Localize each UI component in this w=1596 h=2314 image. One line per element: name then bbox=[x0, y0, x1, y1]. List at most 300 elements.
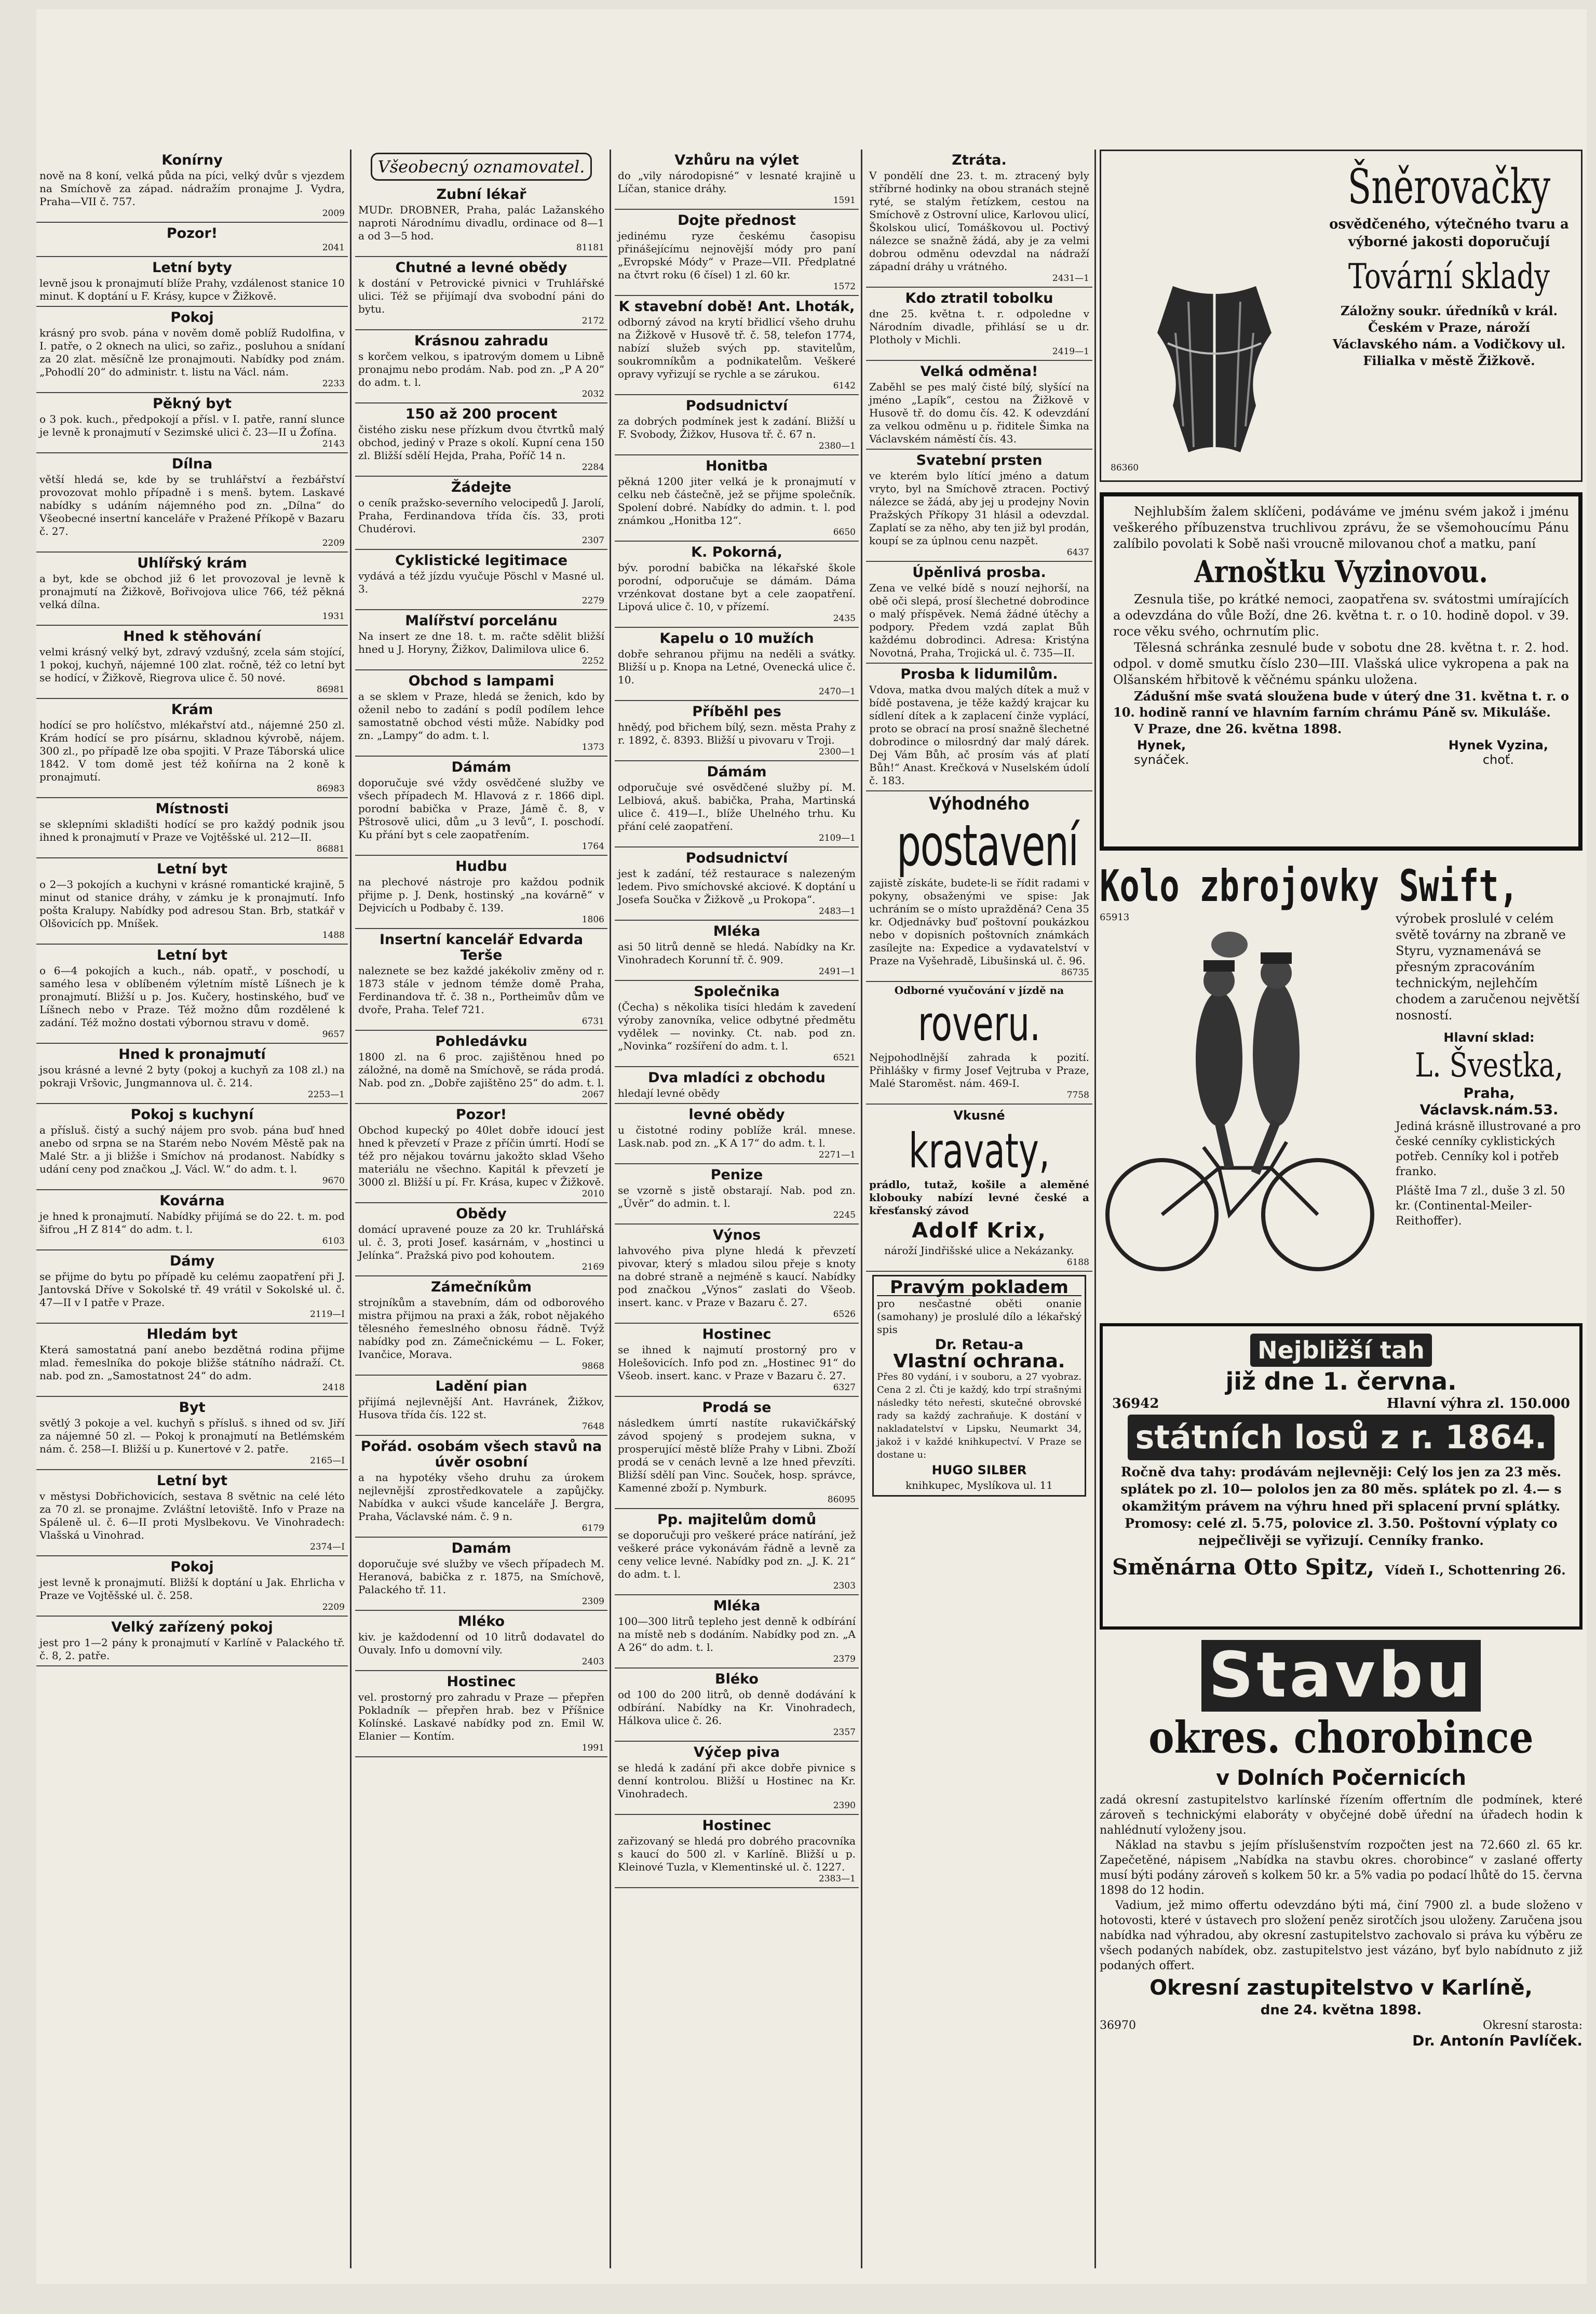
job-guide-code: 86735 bbox=[1061, 967, 1089, 978]
column-rule bbox=[610, 150, 611, 2268]
classified-ad-code: 6526 bbox=[833, 1309, 856, 1320]
classified-ad-code: 2390 bbox=[833, 1800, 856, 1811]
classified-ad-body: o ceník pražsko-severního velocipedů J. Jarolí, Praha, Ferdinandova třída čís. 33, proti Chudérovi. bbox=[358, 496, 604, 535]
classified-ad-title: Hned k pronajmutí bbox=[118, 1046, 266, 1062]
column-rule bbox=[1094, 150, 1096, 2268]
obituary-intro: Nejhlubším žalem sklíčeni, podáváme ve jménu svém jakož i jménu veškerého příbuzenstva truchlivou zprávu, že se všemohoucímu Pánu zalíbilo povolati k Sobě naši vroucně milovanou choť a matku, paní bbox=[1113, 504, 1569, 551]
classified-ad bbox=[615, 701, 859, 761]
classified-ad-title: Ladění pian bbox=[435, 1378, 528, 1394]
classified-ad-title: Pěkný byt bbox=[152, 396, 232, 412]
classified-ad-code: 86881 bbox=[316, 844, 345, 854]
classified-ad-title: Letní byt bbox=[156, 1473, 228, 1489]
tender-date: dne 24. května 1898. bbox=[1260, 2002, 1422, 2018]
classified-ad-title: Mléko bbox=[457, 1613, 505, 1630]
classified-ad-body: přijímá nejlevnější Ant. Havránek, Žižkov, Husova třída čís. 122 st. bbox=[358, 1395, 604, 1421]
classified-ad-code: 9670 bbox=[322, 1176, 345, 1186]
classified-ad bbox=[355, 330, 607, 403]
classified-ad-body: o 2—3 pokojích a kuchyni v krásné romantické krajině, 5 minut od stanice dráhy, v zámku je k pronajmutí. Info pošta Kralupy. Nabídky pod adresou Stan. Brb, statkář v Olšovicích pp. Mníšek. bbox=[39, 878, 345, 930]
classified-ad-code: 2271—1 bbox=[818, 1150, 856, 1160]
classified-ad bbox=[36, 1044, 348, 1104]
classified-ad bbox=[615, 981, 859, 1067]
classified-ad-body: odborný závod na krytí břidlicí všeho druhu na Žižkově v Husově tř. č. 58, telefon 1774, nabízí služeb svých pp. stavitelům, soukromníkům a podnikatelům. Veškeré opravy vyřizují se rychle a se zárukou. bbox=[618, 316, 856, 380]
classified-ad-code: 2307 bbox=[581, 535, 604, 546]
tender-code: 36970 bbox=[1100, 2019, 1136, 2032]
classified-ad-title: Místnosti bbox=[155, 801, 229, 817]
classified-ad-body: v městysi Dobřichovicích, sestava 8 světnic na celé léto za 70 zl. se pronajme. Zvláštní letoviště. Info v Praze na Spáleně ul. č. 6—II proti Myslbekovu. Ve Vinohradech: Vlašská u Vinohrad. bbox=[39, 1490, 345, 1541]
classified-ad-title: Dojte přednost bbox=[678, 212, 796, 228]
classified-ad-code: 2067 bbox=[581, 1089, 604, 1100]
classified-ad-body: krásný pro svob. pána v nověm domě poblíž Rudolfina, v I. patře, o 2 oknech na ulici, so zařiz., posluhou a snídaní za 20 zlat. měsíčně lze pronajmouti. Nabídky pod znám. „Pohodlí 20“ do administr. t. listu na Václ. nám. bbox=[39, 327, 345, 378]
classified-ad-body: jest k zadání, též restaurace s nalezeným ledem. Pivo smíchovské akciové. K doptání u Josefa Součka v Žižkově „u Prokopa“. bbox=[618, 867, 856, 906]
classified-ad-body: do „vily národopisné“ v lesnaté krajině u Líčan, stanice dráhy. bbox=[618, 169, 856, 195]
classified-ad bbox=[36, 945, 348, 1044]
obituary-signer-son: Hynek, bbox=[1137, 738, 1186, 752]
cycling-lessons-ad bbox=[866, 982, 1092, 1105]
classified-ad bbox=[866, 288, 1092, 361]
book-ad-seller: HUGO SILBER bbox=[931, 1463, 1027, 1477]
classified-ad bbox=[36, 1556, 348, 1617]
tender-body-1: zadá okresní zastupitelstvo karlínské řízením offertním dle podmínek, které zároveň s technickými elaboráty v obyčejné době úřední na úřadech hodin k nahlédnutí vyloženy jsou. bbox=[1100, 1794, 1583, 1837]
ties-merchant: Adolf Krix, bbox=[912, 1219, 1047, 1243]
classified-ad-title: K. Pokorná, bbox=[691, 544, 782, 560]
classified-ad-title: Hned k stěhování bbox=[123, 628, 261, 644]
classified-ad-title: Ztráta. bbox=[952, 152, 1007, 168]
classified-ad-body: s korčem velkou, s ipatrovým domem u Libně pronajmu nebo prodám. Nab. pod zn. „P A 20“ do adm. t. l. bbox=[358, 350, 604, 388]
job-guide-body: zajistě získáte, budete-li se řídit radami v pokyny, obsaženými ve spise: Jak uchráním se o místo upražděná? Cena 35 kr. Odjednávky buď poštovní poukázkou nebo v dopisních poštovních známkách zasílejte na: Expedice a vydavatelství v Praze na Vyšehradě, Libušinská ul. č. 96. bbox=[869, 877, 1089, 967]
classified-ad-title: Pozor! bbox=[166, 225, 218, 241]
obituary-body-1: Zesnula tiše, po krátké nemoci, zaopatřena sv. svátostmi umírajících a odevzdána do vůle Boží, dne 26. května t. r. o 10. hodině dopol. v 39. roce věku svého, ochrnutím plic. bbox=[1113, 592, 1569, 639]
classified-ad-code: 1764 bbox=[581, 841, 604, 852]
classified-ad-body: kiv. je každodenní od 10 litrů dodavatel do Ouvaly. Info u domovní vily. bbox=[358, 1631, 604, 1656]
classified-ad-code: 2032 bbox=[581, 389, 604, 399]
lottery-bank-address: Vídeň I., Schottenring 26. bbox=[1385, 1563, 1566, 1578]
classified-ad-code: 2119—I bbox=[310, 1309, 345, 1320]
classified-ad-body: větší hledá se, kde by se truhlářství a řezbářství provozovat mohlo případně i s menš. bytem. Laskavé nabídky s udáním nájemného pod zn. „Dílna“ do Všeobecné insertní kanceláře v Pražené Příkopě v Bazaru č. 27. bbox=[39, 473, 345, 537]
classified-ad bbox=[36, 1324, 348, 1397]
classified-ad-code: 6327 bbox=[833, 1382, 856, 1393]
obituary-signer-husband-role: choť. bbox=[1482, 752, 1514, 767]
classified-ad bbox=[355, 1104, 607, 1203]
swift-store-address: Václavsk.nám.53. bbox=[1419, 1102, 1559, 1118]
lottery-bank: Směnárna Otto Spitz, bbox=[1112, 1554, 1375, 1580]
tender-subtitle: okres. chorobince bbox=[1148, 1712, 1534, 1763]
swift-illustration bbox=[1100, 911, 1390, 1289]
classified-ad-title: Pohledávku bbox=[435, 1033, 528, 1050]
swift-prices: Pláště Ima 7 zl., duše 3 zl. 50 kr. (Continental-Meiler-Reithoffer). bbox=[1396, 1185, 1565, 1228]
tandem-bicycle-icon bbox=[1100, 924, 1380, 1287]
classified-ad-title: Pp. majitelům domů bbox=[657, 1512, 817, 1528]
classified-ad bbox=[36, 150, 348, 223]
classified-ad bbox=[615, 1397, 859, 1509]
classified-ad bbox=[355, 257, 607, 330]
classified-ad-title: Svatební prsten bbox=[916, 452, 1043, 468]
swift-title: Kolo zbrojovky Swift, bbox=[1100, 860, 1519, 911]
classified-ad-body: na plechové nástroje pro každou podnik přijme p. J. Denk, hostinský „na kovárně“ v Dejvicích u Podbaby č. 139. bbox=[358, 876, 604, 914]
lottery-prize-row bbox=[1112, 1396, 1570, 1411]
classified-ad-code: 2303 bbox=[833, 1581, 856, 1591]
classified-ad-title: Pokoj bbox=[170, 1559, 214, 1575]
classified-ad-code: 1991 bbox=[581, 1743, 604, 1753]
corset-shop: Tovární sklady bbox=[1348, 257, 1550, 297]
classified-ad bbox=[36, 858, 348, 945]
classified-ad-code: 2435 bbox=[833, 613, 856, 624]
classified-ad-code: 6142 bbox=[833, 381, 856, 391]
classified-ad-code: 1572 bbox=[833, 281, 856, 292]
classified-ad-code: 2253—1 bbox=[307, 1089, 345, 1100]
tender-issuer: Okresní zastupitelstvo v Karlíně, bbox=[1149, 1976, 1533, 2000]
classified-ad-title: Úpěnlivá prosba. bbox=[912, 564, 1046, 581]
display-ads-column bbox=[1100, 150, 1583, 2268]
classified-ad-body: 100—300 litrů tepleho jest denně k odbírání na místě neb s dodáním. Nabídky pod zn. „A A 26“ do adm. t. l. bbox=[618, 1615, 856, 1653]
classified-ad-code: 1488 bbox=[322, 930, 345, 940]
classified-ad-code: 2233 bbox=[322, 379, 345, 389]
classified-ad-title: Krám bbox=[171, 702, 213, 718]
classified-ad bbox=[615, 210, 859, 296]
ties-code: 6188 bbox=[1066, 1257, 1089, 1268]
classified-ad-code: 7648 bbox=[581, 1421, 604, 1432]
classified-ad bbox=[355, 1611, 607, 1671]
classified-ad bbox=[355, 184, 607, 257]
classified-ad-title: Byt bbox=[179, 1400, 206, 1416]
classified-ad bbox=[615, 628, 859, 701]
classified-ad bbox=[355, 670, 607, 757]
classified-column-3 bbox=[615, 150, 859, 2268]
classified-ad-title: Podsudnictví bbox=[685, 850, 788, 866]
classified-ad bbox=[36, 1250, 348, 1324]
classified-ad-title: Hostinec bbox=[447, 1674, 516, 1690]
classified-ad-title: 150 až 200 procent bbox=[405, 406, 558, 422]
classified-ad-code: 2309 bbox=[581, 1596, 604, 1607]
classified-ad bbox=[615, 761, 859, 847]
classified-ad-title: Dílna bbox=[171, 456, 213, 472]
classified-ad-body: Která samostatná paní anebo bezdětná rodina přijme mlad. řemeslníka do pokoje bližše státního nádraží. Ct. nab. pod zn. „Samostatnost 24“ do adm. bbox=[39, 1343, 345, 1382]
lottery-heading bbox=[1112, 1334, 1570, 1367]
classified-ad bbox=[615, 1067, 859, 1104]
classified-ad bbox=[355, 757, 607, 856]
classified-ad bbox=[615, 150, 859, 210]
tender-place: v Dolních Počernicích bbox=[1216, 1766, 1466, 1790]
classified-ad bbox=[615, 1669, 859, 1742]
classified-ad-title: Zámečníkům bbox=[430, 1279, 532, 1295]
classified-ad-code: 6437 bbox=[1066, 547, 1089, 558]
classified-ad-code: 2209 bbox=[322, 1602, 345, 1612]
classified-ad-title: Obchod s lampami bbox=[408, 673, 554, 689]
classified-ad-body: domácí upravené pouze za 20 kr. Truhlářská ul. č. 3, proti Josef. kasárnám, v „hostinci u Jelínka“. Pražská pivo pod kohoutem. bbox=[358, 1223, 604, 1261]
classified-ad-body: Obchod kupecký po 40let dobře idoucí jest hned k převzetí v Praze z příčin úmrtí. Hodí se též pro nějakou továrnu jakožto sklad Všeho materiálu ne všechno. Kapitál k převzetí je 3000 zl. Bližší u pí. Fr. Krása, kupec v Žižkově. bbox=[358, 1124, 604, 1188]
classified-ad-title: Hostinec bbox=[702, 1818, 772, 1834]
classified-ad bbox=[355, 477, 607, 550]
classified-ad-title: Prodá se bbox=[702, 1400, 772, 1416]
classified-ad-body: u čistotné rodiny poblíže král. mnese. Lask.nab. pod zn. „K A 17“ do adm. t. l. bbox=[618, 1124, 856, 1149]
classified-ad-body: hnědý, pod břichem bílý, sezn. města Prahy z r. 1892, č. 8393. Bližší u pivovaru v Troji. bbox=[618, 721, 856, 746]
book-ad-book: Vlastní ochrana. bbox=[893, 1351, 1065, 1372]
classified-ad-code: 2009 bbox=[322, 208, 345, 219]
classified-ad-body: (Čecha) s několika tisíci hledám k zavedení výroby zanovníka, velice odbytné předmětu vydělek — novinky. Ct. nab. pod zn. „Novinka“ rozšíření do adm. t. l. bbox=[618, 1001, 856, 1052]
classified-ad-title: Mléka bbox=[713, 923, 761, 939]
classified-ad-body: jedinému ryze českému časopisu přinášejícímu nejnovější módy pro paní „Evropské Módy“ v Praze—VII. Předplatné na čtvrt roku (6 čísel) 1 zl. 60 kr. bbox=[618, 230, 856, 281]
classified-ad-body: vel. prostorný pro zahradu v Praze — přepřen Pokladník — přepřen hrab. bez v Příšnice Kolínské. Laskavé nabídky pod zn. Emil W. Elanier — Kontím. bbox=[358, 1691, 604, 1742]
corset-details: Záložny soukr. úředníků v král. Českém v Praze, nároží Václavského nám. a Vodičkovy ul. Filialka v městě Žižkově. bbox=[1332, 303, 1566, 368]
classified-ad-title: Letní byt bbox=[156, 947, 228, 963]
classified-ad-title: Insertní kancelář Edvarda Terše bbox=[379, 932, 584, 963]
classified-ad bbox=[866, 150, 1092, 288]
classified-ad-body: o 6—4 pokojích a kuch., náb. opatř., v poschodí, u samého lesa v oblíbeném výletním místě Líšnech je k pronajmutí. Bližší u p. Jos. Kučery, hostinského, buď ve Líšnech nebo v Praze. Též možno dům rozdělené k zadání. Též možno dostati výbornou stravu v domě. bbox=[39, 964, 345, 1029]
classified-ad bbox=[355, 1671, 607, 1757]
classified-ad-title: Konírny bbox=[161, 152, 223, 168]
swift-text bbox=[1396, 911, 1583, 1289]
classified-ad-body: jsou krásné a levné 2 byty (pokoj a kuchyň za 108 zl.) na pokraji Vršovic, Jungmannova ul. č. 214. bbox=[39, 1064, 345, 1089]
classified-ad bbox=[36, 553, 348, 626]
classified-ad-title: Dámy bbox=[169, 1253, 215, 1269]
classified-ad-body: Zaběhl se pes malý čisté bílý, slyšící na jméno „Lapík“, cestou na Žižkově v Husově tř. do domu čís. 42. K odevzdání za velkou odměnu u p. řiditele Šimka na Václavském náměstí čís. 43. bbox=[869, 381, 1089, 445]
classified-ad bbox=[615, 296, 859, 395]
obituary-signer-son-role: synáček. bbox=[1134, 752, 1189, 767]
classified-ad-title: Mléka bbox=[713, 1598, 761, 1614]
classified-ad bbox=[615, 395, 859, 455]
classified-ad bbox=[355, 1276, 607, 1376]
classified-ad bbox=[36, 307, 348, 393]
job-guide-heading: Výhodného bbox=[929, 793, 1030, 814]
classified-ad bbox=[866, 361, 1092, 450]
obituary-notice bbox=[1100, 492, 1583, 851]
classified-ad-body: býv. porodní babička na lékařské škole porodní, odporučuje se dámám. Dáma vrzénkovat dostane byt a cele zaopatření. Lipová ulice č. 10, v přízemí. bbox=[618, 561, 856, 613]
classified-ad bbox=[615, 1164, 859, 1225]
classified-ad bbox=[355, 929, 607, 1031]
classified-ad-title: Pozor! bbox=[455, 1107, 507, 1123]
obituary-signer-husband: Hynek Vyzina, bbox=[1448, 738, 1548, 752]
classified-ad-code: 2483—1 bbox=[818, 906, 856, 917]
classified-ad bbox=[36, 257, 348, 307]
obituary-body-3: Zádušní mše svatá sloužena bude v úterý dne 31. května t. r. o 10. hodině ranní ve hlavním farním chrámu Páně sv. Mikuláše. bbox=[1113, 689, 1569, 720]
classified-ad-code: 2419—1 bbox=[1052, 346, 1089, 357]
classified-ad-body: naleznete se bez každé jakékoliv změny od r. 1873 stále v jednom témže domě Praha, Ferdinandova tř. č. 38 n., Portheimův dům ve dvoře, Praha. Telef 721. bbox=[358, 964, 604, 1016]
classified-ad-title: Honitba bbox=[705, 458, 768, 474]
classified-ad-title: Hostinec bbox=[702, 1326, 772, 1342]
classified-ad-code: 6650 bbox=[833, 527, 856, 537]
classified-ad-body: dne 25. května t. r. odpoledne v Národním divadle, přihlásí se u dr. Plotholy v Michli. bbox=[869, 307, 1089, 346]
classified-ad-body: Na insert ze dne 18. t. m. račte sdělit bližší hned u J. Horyny, Žižkov, Dalimilova ulice 6. bbox=[358, 630, 604, 655]
classified-ad-body: hledají levné obědy bbox=[618, 1087, 720, 1099]
classified-ad-body: dobře sehranou přijmu na neděli a svátky. Bližší u p. Knopa na Letné, Ovenecká ulice č. 10. bbox=[618, 648, 856, 686]
obituary-place-date: V Praze, dne 26. května 1898. bbox=[1134, 721, 1342, 736]
classified-ad-title: Letní byty bbox=[152, 260, 232, 276]
cycling-lessons-word: roveru. bbox=[917, 996, 1041, 1052]
classified-ad-code: 2109—1 bbox=[818, 833, 856, 843]
classified-ad-title: Kovárna bbox=[159, 1193, 225, 1209]
classified-ad bbox=[355, 403, 607, 477]
obituary-body-2: Tělesná schránka zesnulé bude v sobotu dne 28. května t. r. 2. hod. odpol. v domě smutku číslo 230—III. Vlašská ulice vykropena a pak na Olšanském hřbitově k věčnému spánku uložena. bbox=[1113, 640, 1569, 687]
classified-ad-code: 6103 bbox=[322, 1236, 345, 1246]
classified-ad bbox=[36, 1470, 348, 1556]
classified-ad-body: levně jsou k pronajmutí blíže Prahy, vzdálenost stanice 10 minut. K doptání u F. Krásy, kupce v Žižkově. bbox=[39, 277, 345, 302]
classified-ad-title: Výnos bbox=[712, 1227, 761, 1243]
classified-ad-body: nově na 8 koní, velká půda na píci, velký dvůr s vjezdem na Smíchově za západ. nádražím pronajme J. Vydra, Praha—VII č. 757. bbox=[39, 169, 345, 208]
classified-ad bbox=[615, 542, 859, 628]
swift-code: 65913 bbox=[1100, 912, 1130, 923]
classified-ad-body: a přísluš. čistý a suchý nájem pro svob. pána buď hned anebo od srpna se na Starém nebo Novém Městě pak na Malé Str. a ji bližše i Smíchov ná prodanost. Nabídky s udání ceny pod značkou „J. Václ. W.“ do adm. t. l. bbox=[39, 1124, 345, 1175]
classified-ad-code: 2172 bbox=[581, 316, 604, 326]
classified-ad-body: čistého zisku nese přízkum dvou čtvrtků malý obchod, jediný v Praze s okolí. Kupní cena 150 zl. Bližší sdělí Hejda, Praha, Poříč 14 n. bbox=[358, 423, 604, 462]
classified-ad-title: levné obědy bbox=[688, 1107, 785, 1123]
book-ad bbox=[872, 1275, 1086, 1497]
classified-ad bbox=[615, 1104, 859, 1164]
lottery-code: 36942 bbox=[1112, 1396, 1159, 1411]
classified-ad-body: se sklepními skladišti hodící se pro každý podnik jsou ihned k pronajmutí v Praze ve Vojtěšské ul. 212—II. bbox=[39, 818, 345, 843]
classified-ad-title: Malířství porcelánu bbox=[405, 613, 558, 629]
classified-ad-body: vydává a též jízdu vyučuje Pöschl v Masné ul. 3. bbox=[358, 570, 604, 595]
classified-ad-code: 2245 bbox=[833, 1210, 856, 1220]
lottery-title bbox=[1112, 1415, 1570, 1460]
classified-ad-body: 1800 zl. na 6 proc. zajištěnou hned po záložné, na domě na Smíchově, se ráda prodá. Nab. pod zn. „Dobře zajištěno 25“ do adm. t. l. bbox=[358, 1051, 604, 1089]
classified-ad-code: 2209 bbox=[322, 538, 345, 548]
newspaper-page bbox=[36, 9, 1587, 2284]
classified-ad-title: Chutné a levné obědy bbox=[395, 260, 567, 276]
classified-ad bbox=[866, 562, 1092, 664]
book-ad-seller-address: knihkupec, Myslíkova ul. 11 bbox=[905, 1479, 1053, 1491]
classified-ad-body: se ihned k najmutí prostorný pro v Holešovicích. Info pod zn. „Hostinec 91“ do Všeob. insert. kanc. v Praze v Bazaru č. 27. bbox=[618, 1343, 856, 1382]
classified-ad-code: 1806 bbox=[581, 914, 604, 925]
general-announcer-banner: Všeobecný oznamovatel. bbox=[371, 153, 592, 181]
classified-ad-body: odporučuje své osvědčené služby pí. M. Lelbiová, akuš. babička, Praha, Martinská ulice č. 419—I., blíže Uhelného trhu. Ku přání celé zaopatření. bbox=[618, 781, 856, 832]
classified-ad-title: Příběhl pes bbox=[692, 704, 781, 720]
classified-ad-title: Velký zařízený pokoj bbox=[111, 1619, 273, 1635]
swift-store-name: L. Švestka, bbox=[1415, 1046, 1563, 1085]
classified-ad-code: 2165—I bbox=[310, 1456, 345, 1466]
job-guide-word: postavení bbox=[897, 812, 1078, 879]
classified-ad-body: se hledá k zadání při akce dobře pivnice s denní kontrolou. Bližší u Hostinec na Kr. Vinohradech. bbox=[618, 1761, 856, 1800]
classified-ad-title: Společnika bbox=[694, 984, 780, 1000]
classified-ad-code: 1931 bbox=[322, 611, 345, 622]
classified-ad bbox=[36, 1104, 348, 1190]
cycling-lessons-lead: Odborné vyučování v jízdě na bbox=[894, 984, 1064, 997]
classified-ad-code: 9657 bbox=[322, 1029, 345, 1040]
classified-ad-code: 9868 bbox=[581, 1361, 604, 1371]
classified-ad-code: 2431—1 bbox=[1052, 273, 1089, 284]
classified-ad-body: od 100 do 200 litrů, ob denně dodávání k odbírání. Nabídky na Kr. Vinohradech, Hálkova ulice č. 26. bbox=[618, 1688, 856, 1727]
classified-ad-body: MUDr. DROBNER, Praha, palác Lažanského naproti Národnímu divadlu, ordinace od 8—1 a od 3—5 hod. bbox=[358, 204, 604, 242]
classified-ad-title: Výčep piva bbox=[694, 1744, 780, 1760]
lottery-main-prize: Hlavní výhra zl. 150.000 bbox=[1386, 1396, 1570, 1411]
classified-ad-title: Žádejte bbox=[451, 479, 511, 495]
classified-ad-body: jest levně k pronajmutí. Bližší k doptání u Jak. Ehrlicha v Praze ve Vojtěšské ul. č. 258. bbox=[39, 1576, 345, 1602]
classified-ad bbox=[615, 1324, 859, 1397]
classified-ad-body: následkem úmrtí nastíte rukavičkářský závod spojený s prodejem sukna, v prosperující městě blíže Prahy v Libni. Zboží prodá se v cenách levně a lze hned převzíti. Bližší sdělí pan Vinc. Souček, hosp. správce, Kamenné zboží p. Nymburk. bbox=[618, 1417, 856, 1494]
ties-body: prádlo, tutaž, košile a aleměné klobouky nabízí levné české a křesťanský závod bbox=[869, 1178, 1089, 1217]
classified-ad bbox=[36, 223, 348, 257]
classified-ad bbox=[615, 921, 859, 981]
job-guide-ad bbox=[866, 791, 1092, 982]
classified-ad-body: doporučuje své služby ve všech případech M. Heranová, babička z r. 1875, na Smíchově, Palackého tř. 11. bbox=[358, 1557, 604, 1596]
lottery-body: Ročně dva tahy: prodávám nejlevněji: Celý los jen za 23 měs. splátek po zl. 10— pololos jen za 80 měs. splátek po zl. 4.— s okamžitým právem na výhru hned při splacení první splátky. Promosy: celé zl. 5.75, polovice zl. 3.50. Poštovní výplaty co nejpečlivěji se vyřizují. Cenníky franko. bbox=[1120, 1464, 1562, 1548]
classified-ad-title: Letní byt bbox=[156, 861, 228, 877]
classified-ad bbox=[36, 453, 348, 553]
tender-body-3: Vadium, jež mimo offertu odevzdáno býti má, činí 7900 zl. a bude složeno v hotovosti, které v ústavech pro složení peněz sirotčích jsou uloženy. Zaručena jsou nabídka nad výhradou, aby okresní zastupitelstvo zachovalo si práva ku výběru ze všech podaných nabídek, obz. zastupitelstvo jest vázáno, byť bylo nabídnuto z již podaných offert. bbox=[1100, 1899, 1583, 1972]
classified-ad bbox=[355, 550, 607, 610]
book-ad-author: Dr. Retau-a bbox=[935, 1337, 1024, 1353]
classified-ad bbox=[615, 1509, 859, 1595]
classified-ad bbox=[355, 1538, 607, 1611]
classified-ad-body: jest pro 1—2 pány k pronajmutí v Karlíně v Palackého tř. č. 8, 2. patře. bbox=[39, 1636, 345, 1662]
classified-ad-title: Damám bbox=[451, 1540, 511, 1556]
classified-ad-body: za dobrých podmínek jest k zadání. Bližší u F. Svobody, Žižkov, Husova tř. č. 67 n. bbox=[618, 415, 856, 440]
classified-column-2 bbox=[355, 150, 607, 2268]
tender-body-2: Náklad na stavbu s jejím příslušenstvím rozpočten jest na 72.660 zl. 65 kr. Zapečetěné, nápisem „Nabídka na stavbu okres. chorobince“ v zaslané offerty musí býti podány zároveň s kolkem 50 kr. a 5% vadia po podací lhůtě do 15. června 1898 do 12 hodin. bbox=[1100, 1839, 1583, 1897]
classified-ad-body: doporučuje své vždy osvědčené služby ve všech případech M. Hlavová z r. 1866 dipl. porodní babička v Praze, Jámě č. 8, v Pštrosově ulici, dům „u 3 levů“, I. poschodí. Ku přání byt s cele zaopatřením. bbox=[358, 776, 604, 841]
corset-code: 86360 bbox=[1111, 463, 1139, 473]
classified-ad-code: 86983 bbox=[316, 784, 345, 794]
classified-ad-title: Krásnou zahradu bbox=[414, 333, 549, 349]
classified-ad-code: 2403 bbox=[581, 1657, 604, 1667]
classified-ad bbox=[615, 847, 859, 921]
column-rule bbox=[350, 150, 351, 2268]
book-ad-body: pro nesčastné oběti onanie (samohany) je proslulé dílo a lékařský spis bbox=[877, 1297, 1081, 1336]
classified-ad-code: 2380—1 bbox=[818, 441, 856, 451]
obituary-name: Arnoštku Vyzinovou. bbox=[1194, 554, 1488, 589]
classified-ad-code: 2279 bbox=[581, 596, 604, 606]
classified-ad bbox=[355, 1376, 607, 1436]
classified-ad-code: 6521 bbox=[833, 1053, 856, 1063]
classified-ad-title: Obědy bbox=[456, 1206, 507, 1222]
classified-ad-title: Uhlířský krám bbox=[137, 555, 247, 571]
classified-ad bbox=[355, 1436, 607, 1538]
classified-ad-body: zařizovaný se hledá pro dobrého pracovníka s kaucí do 500 zl. v Karlíně. Bližší u p. Kleinové Tuzla, v Klementinské ul. č. 1227. bbox=[618, 1835, 856, 1873]
classified-ad-body: asi 50 litrů denně se hledá. Nabídky na Kr. Vinohradech Korunní tř. č. 909. bbox=[618, 940, 856, 966]
corset-text bbox=[1327, 158, 1572, 473]
hospital-tender-notice bbox=[1100, 1640, 1583, 2049]
classified-ad-code: 2300—1 bbox=[818, 747, 856, 757]
swift-store-label: Hlavní sklad: bbox=[1443, 1030, 1535, 1045]
classified-ad-code: 2418 bbox=[322, 1382, 345, 1393]
classified-ad-title: Bléko bbox=[715, 1671, 759, 1687]
classified-ad-body: lahvového piva plyne hledá k převzetí pivovar, který s mladou silou přeje s knoty na dobré straně a nejméně s kaucí. Nabídky pod značkou „Výnos“ zaslati do Všeob. insert. kanc. v Praze v Bazaru č. 27. bbox=[618, 1244, 856, 1309]
classified-ad-code: 2491—1 bbox=[818, 966, 856, 977]
column-rule bbox=[861, 150, 862, 2268]
classified-ad-code: 2383—1 bbox=[818, 1874, 856, 1884]
cycling-lessons-code: 7758 bbox=[1066, 1090, 1089, 1100]
classified-ad-title: K stavební době! Ant. Lhoták, bbox=[618, 299, 855, 315]
classified-ad-title: Dámám bbox=[707, 764, 767, 780]
classified-ad-body: velmi krásný velký byt, zdravý vzdušný, zcela sám stojící, 1 pokoj, kuchyň, nájemné 100 zlat. ročně, též co letní byt se hodící, v Žižkově, Riegrova ulice č. 50 nové. bbox=[39, 645, 345, 684]
classified-ad bbox=[615, 1595, 859, 1669]
classified-ad bbox=[615, 455, 859, 542]
classified-ad-title: Podsudnictví bbox=[685, 398, 788, 414]
tender-starosta-label: Okresní starosta: bbox=[1482, 2019, 1583, 2032]
classified-ad-body: a byt, kde se obchod již 6 let provozoval je levně k pronajmutí na Žižkově, Bořivojova ulice 766, též pěkná velká dílna. bbox=[39, 572, 345, 611]
ties-ad bbox=[866, 1105, 1092, 1272]
classified-ad-title: Penize bbox=[710, 1167, 763, 1183]
classified-ad-body: Vdova, matka dvou malých dítek a muž v bídě postavena, je těže každý krajcar ku sídlení dítek a k zaplacení činže vyplácí, proto se obrací na prosí snažně šlechetné dobrodince o milosrdný dar malý dárek. Dej Vám Bůh, ač prosím vás ať platí Bůh!“ Anast. Krečková v Nuselském údolí č. 183. bbox=[869, 683, 1089, 787]
classified-ad-title: Cyklistické legitimace bbox=[395, 553, 568, 569]
classified-ad-body: o 3 pok. kuch., předpokojí a přísl. v I. patře, ranní slunce je levně k pronajmutí v Sezimské ulici č. 23—II u Žofína. bbox=[39, 413, 345, 438]
classified-ad-code: 2041 bbox=[322, 243, 345, 253]
classified-ad bbox=[615, 1742, 859, 1815]
lottery-next-draw: Nejbližší tah bbox=[1250, 1334, 1432, 1367]
classified-ad-code: 81181 bbox=[576, 243, 604, 253]
classified-ad bbox=[615, 1225, 859, 1324]
lottery-date: již dne 1. června. bbox=[1225, 1367, 1457, 1395]
classified-ad-title: Hledám byt bbox=[146, 1326, 238, 1342]
obituary-signatures bbox=[1113, 738, 1569, 767]
classified-ad bbox=[36, 1190, 348, 1250]
ties-address: nároží Jindřišské ulice a Nekázanky. bbox=[884, 1244, 1074, 1257]
classified-ad-title: Hudbu bbox=[455, 858, 507, 875]
classified-ad-body: k dostání v Petrovické pivnici v Truhlářské ulici. Též se přijímají dva svobodní páni do bytu. bbox=[358, 277, 604, 315]
classified-ad-code: 6731 bbox=[581, 1016, 604, 1027]
lottery-title-text: státních losů z r. 1864. bbox=[1128, 1415, 1554, 1460]
classified-ad bbox=[355, 1031, 607, 1104]
classified-ad bbox=[355, 610, 607, 670]
classified-ad-title: Prosba k lidumilům. bbox=[900, 666, 1058, 682]
